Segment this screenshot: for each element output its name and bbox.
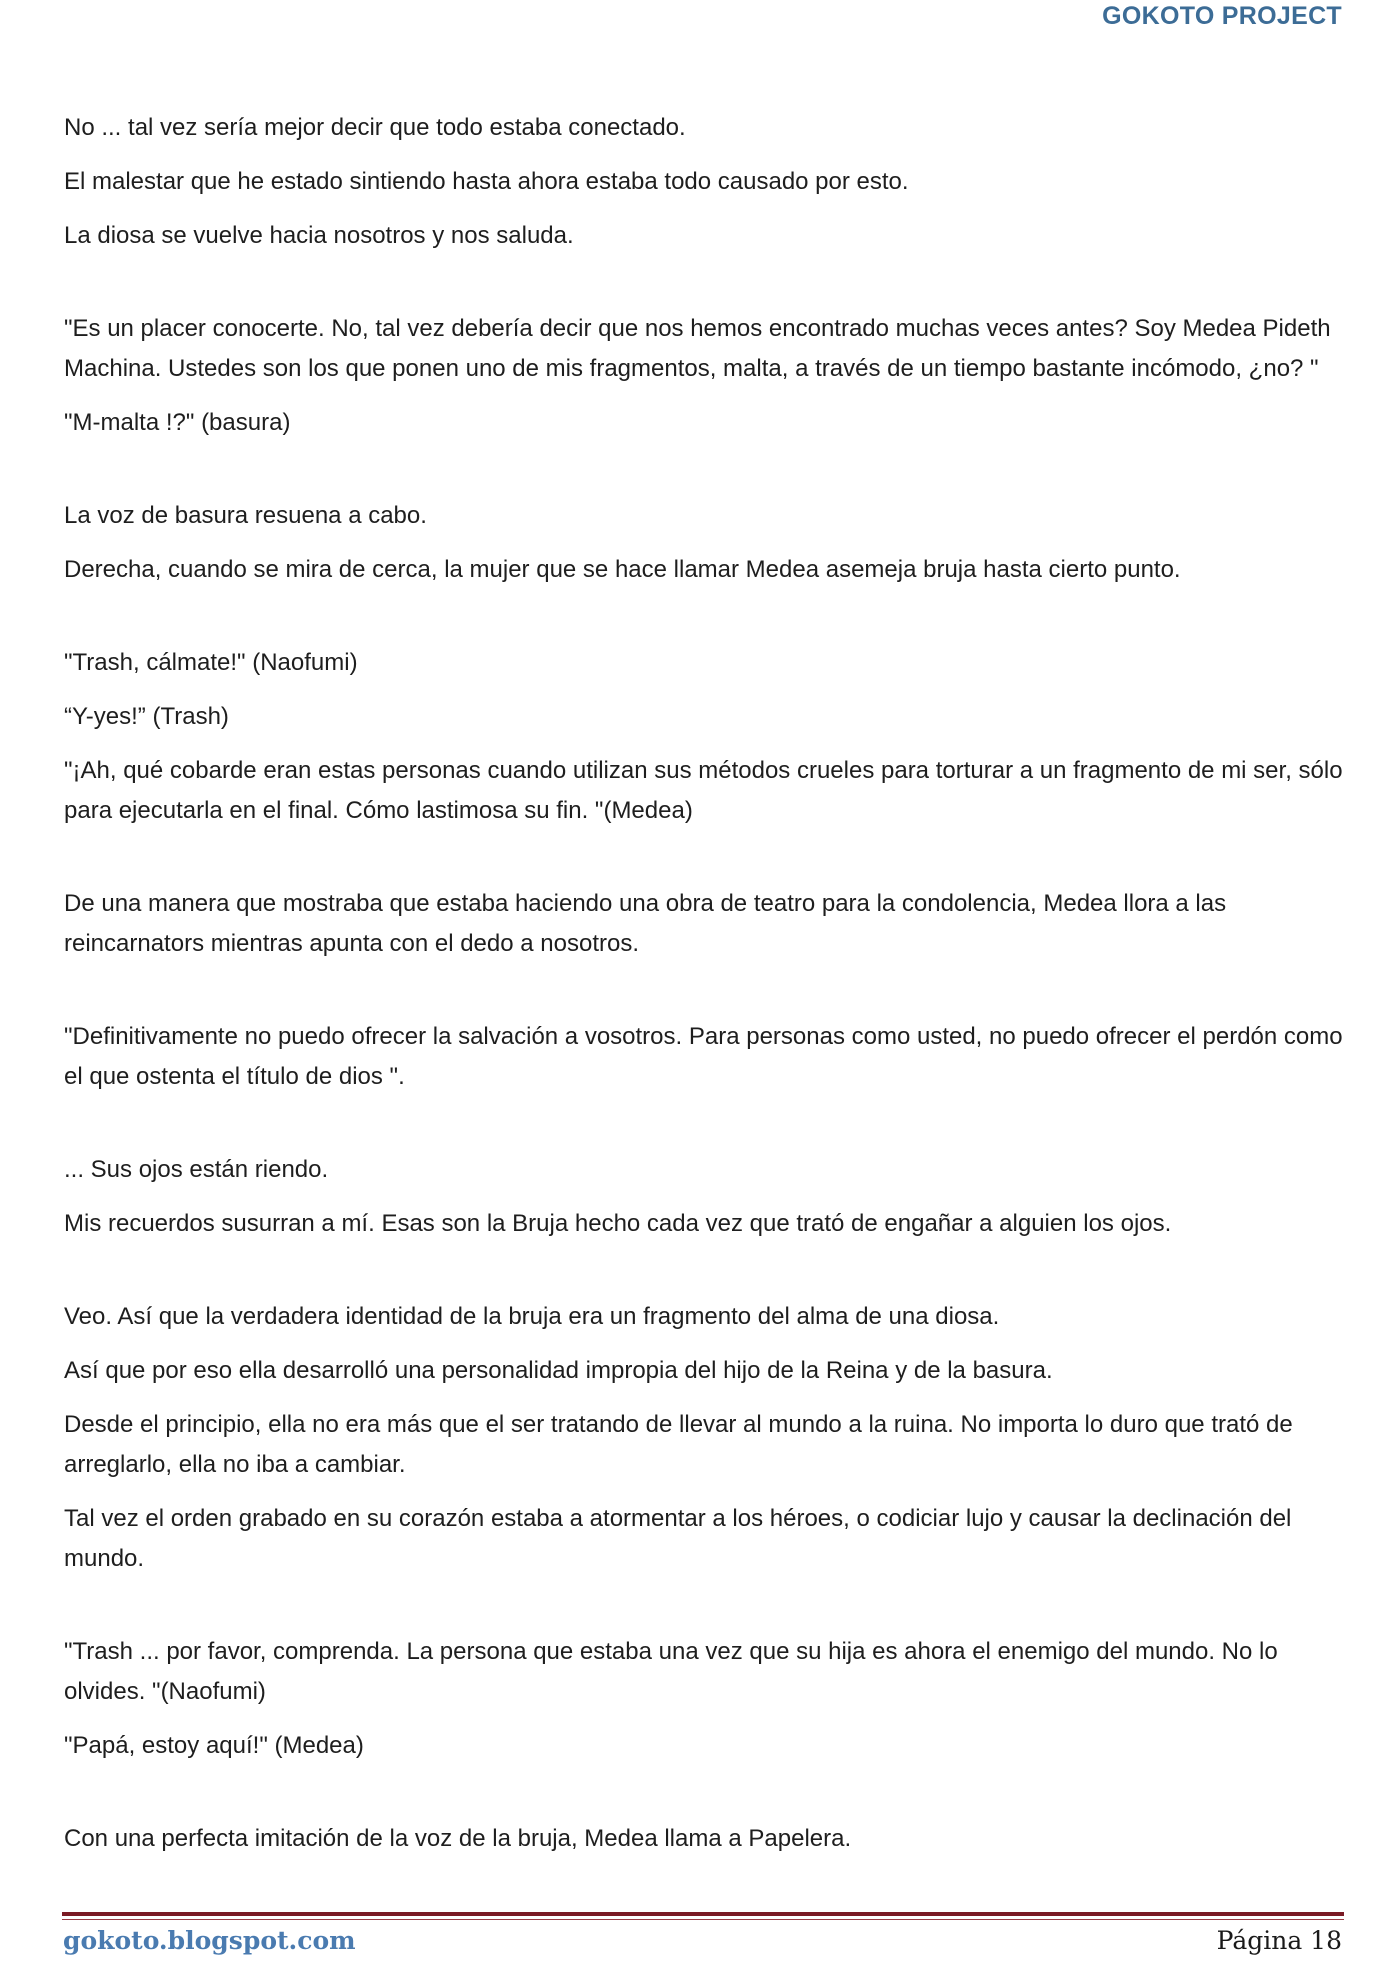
paragraph: Desde el principio, ella no era más que el ser tratando de llevar al mundo a la ruina. No importa lo duro que trató de arreglarlo, ella no iba a cambiar. xyxy=(64,1411,1293,1478)
paragraph: No ... tal vez sería mejor decir que todo estaba conectado. xyxy=(64,114,686,141)
document-body xyxy=(64,108,1344,1859)
paragraph: ... Sus ojos están riendo. xyxy=(64,1156,329,1183)
paragraph: "Trash, cálmate!" (Naofumi) xyxy=(64,649,358,676)
paragraph: "M-malta !?" (basura) xyxy=(64,409,291,436)
paragraph: Derecha, cuando se mira de cerca, la mujer que se hace llamar Medea asemeja bruja hasta cierto punto. xyxy=(64,556,1181,583)
paragraph: "Es un placer conocerte. No, tal vez debería decir que nos hemos encontrado muchas veces antes? Soy Medea Pideth Machina. Ustedes son los que ponen uno de mis fragmentos, malta, a través de un tiempo bastante incómodo, ¿no? " xyxy=(64,315,1331,382)
paragraph: De una manera que mostraba que estaba haciendo una obra de teatro para la condolencia, Medea llora a las reincarnators mientras apunta con el dedo a nosotros. xyxy=(64,890,1227,957)
project-title: GOKOTO PROJECT xyxy=(1102,2,1342,30)
paragraph: Con una perfecta imitación de la voz de la bruja, Medea llama a Papelera. xyxy=(64,1825,852,1852)
paragraph: "Definitivamente no puedo ofrecer la salvación a vosotros. Para personas como usted, no puedo ofrecer el perdón como el que ostenta el título de dios ". xyxy=(64,1023,1343,1090)
paragraph: La voz de basura resuena a cabo. xyxy=(64,502,427,529)
paragraph: El malestar que he estado sintiendo hasta ahora estaba todo causado por esto. xyxy=(64,168,909,195)
paragraph: "Trash ... por favor, comprenda. La persona que estaba una vez que su hija es ahora el enemigo del mundo. No lo olvides. "(Naofumi) xyxy=(64,1638,1278,1705)
footer-divider-thin xyxy=(62,1919,1344,1920)
footer-divider xyxy=(62,1912,1344,1916)
paragraph: Tal vez el orden grabado en su corazón estaba a atormentar a los héroes, o codiciar lujo y causar la declinación del mundo. xyxy=(64,1505,1292,1572)
paragraph: La diosa se vuelve hacia nosotros y nos saluda. xyxy=(64,222,574,249)
paragraph: Mis recuerdos susurran a mí. Esas son la Bruja hecho cada vez que trató de engañar a alguien los ojos. xyxy=(64,1210,1172,1237)
footer-site-link[interactable]: gokoto.blogspot.com xyxy=(63,1926,356,1955)
page-number: Página 18 xyxy=(1216,1926,1342,1955)
paragraph: "Papá, estoy aquí!" (Medea) xyxy=(64,1732,364,1759)
paragraph: Así que por eso ella desarrolló una personalidad impropia del hijo de la Reina y de la basura. xyxy=(64,1357,1053,1384)
paragraph: “Y-yes!” (Trash) xyxy=(64,703,229,730)
paragraph: "¡Ah, qué cobarde eran estas personas cuando utilizan sus métodos crueles para torturar a un fragmento de mi ser, sólo para ejecutarla en el final. Cómo lastimosa su fin. "(Medea) xyxy=(64,757,1343,824)
paragraph: Veo. Así que la verdadera identidad de la bruja era un fragmento del alma de una diosa. xyxy=(64,1303,1000,1330)
